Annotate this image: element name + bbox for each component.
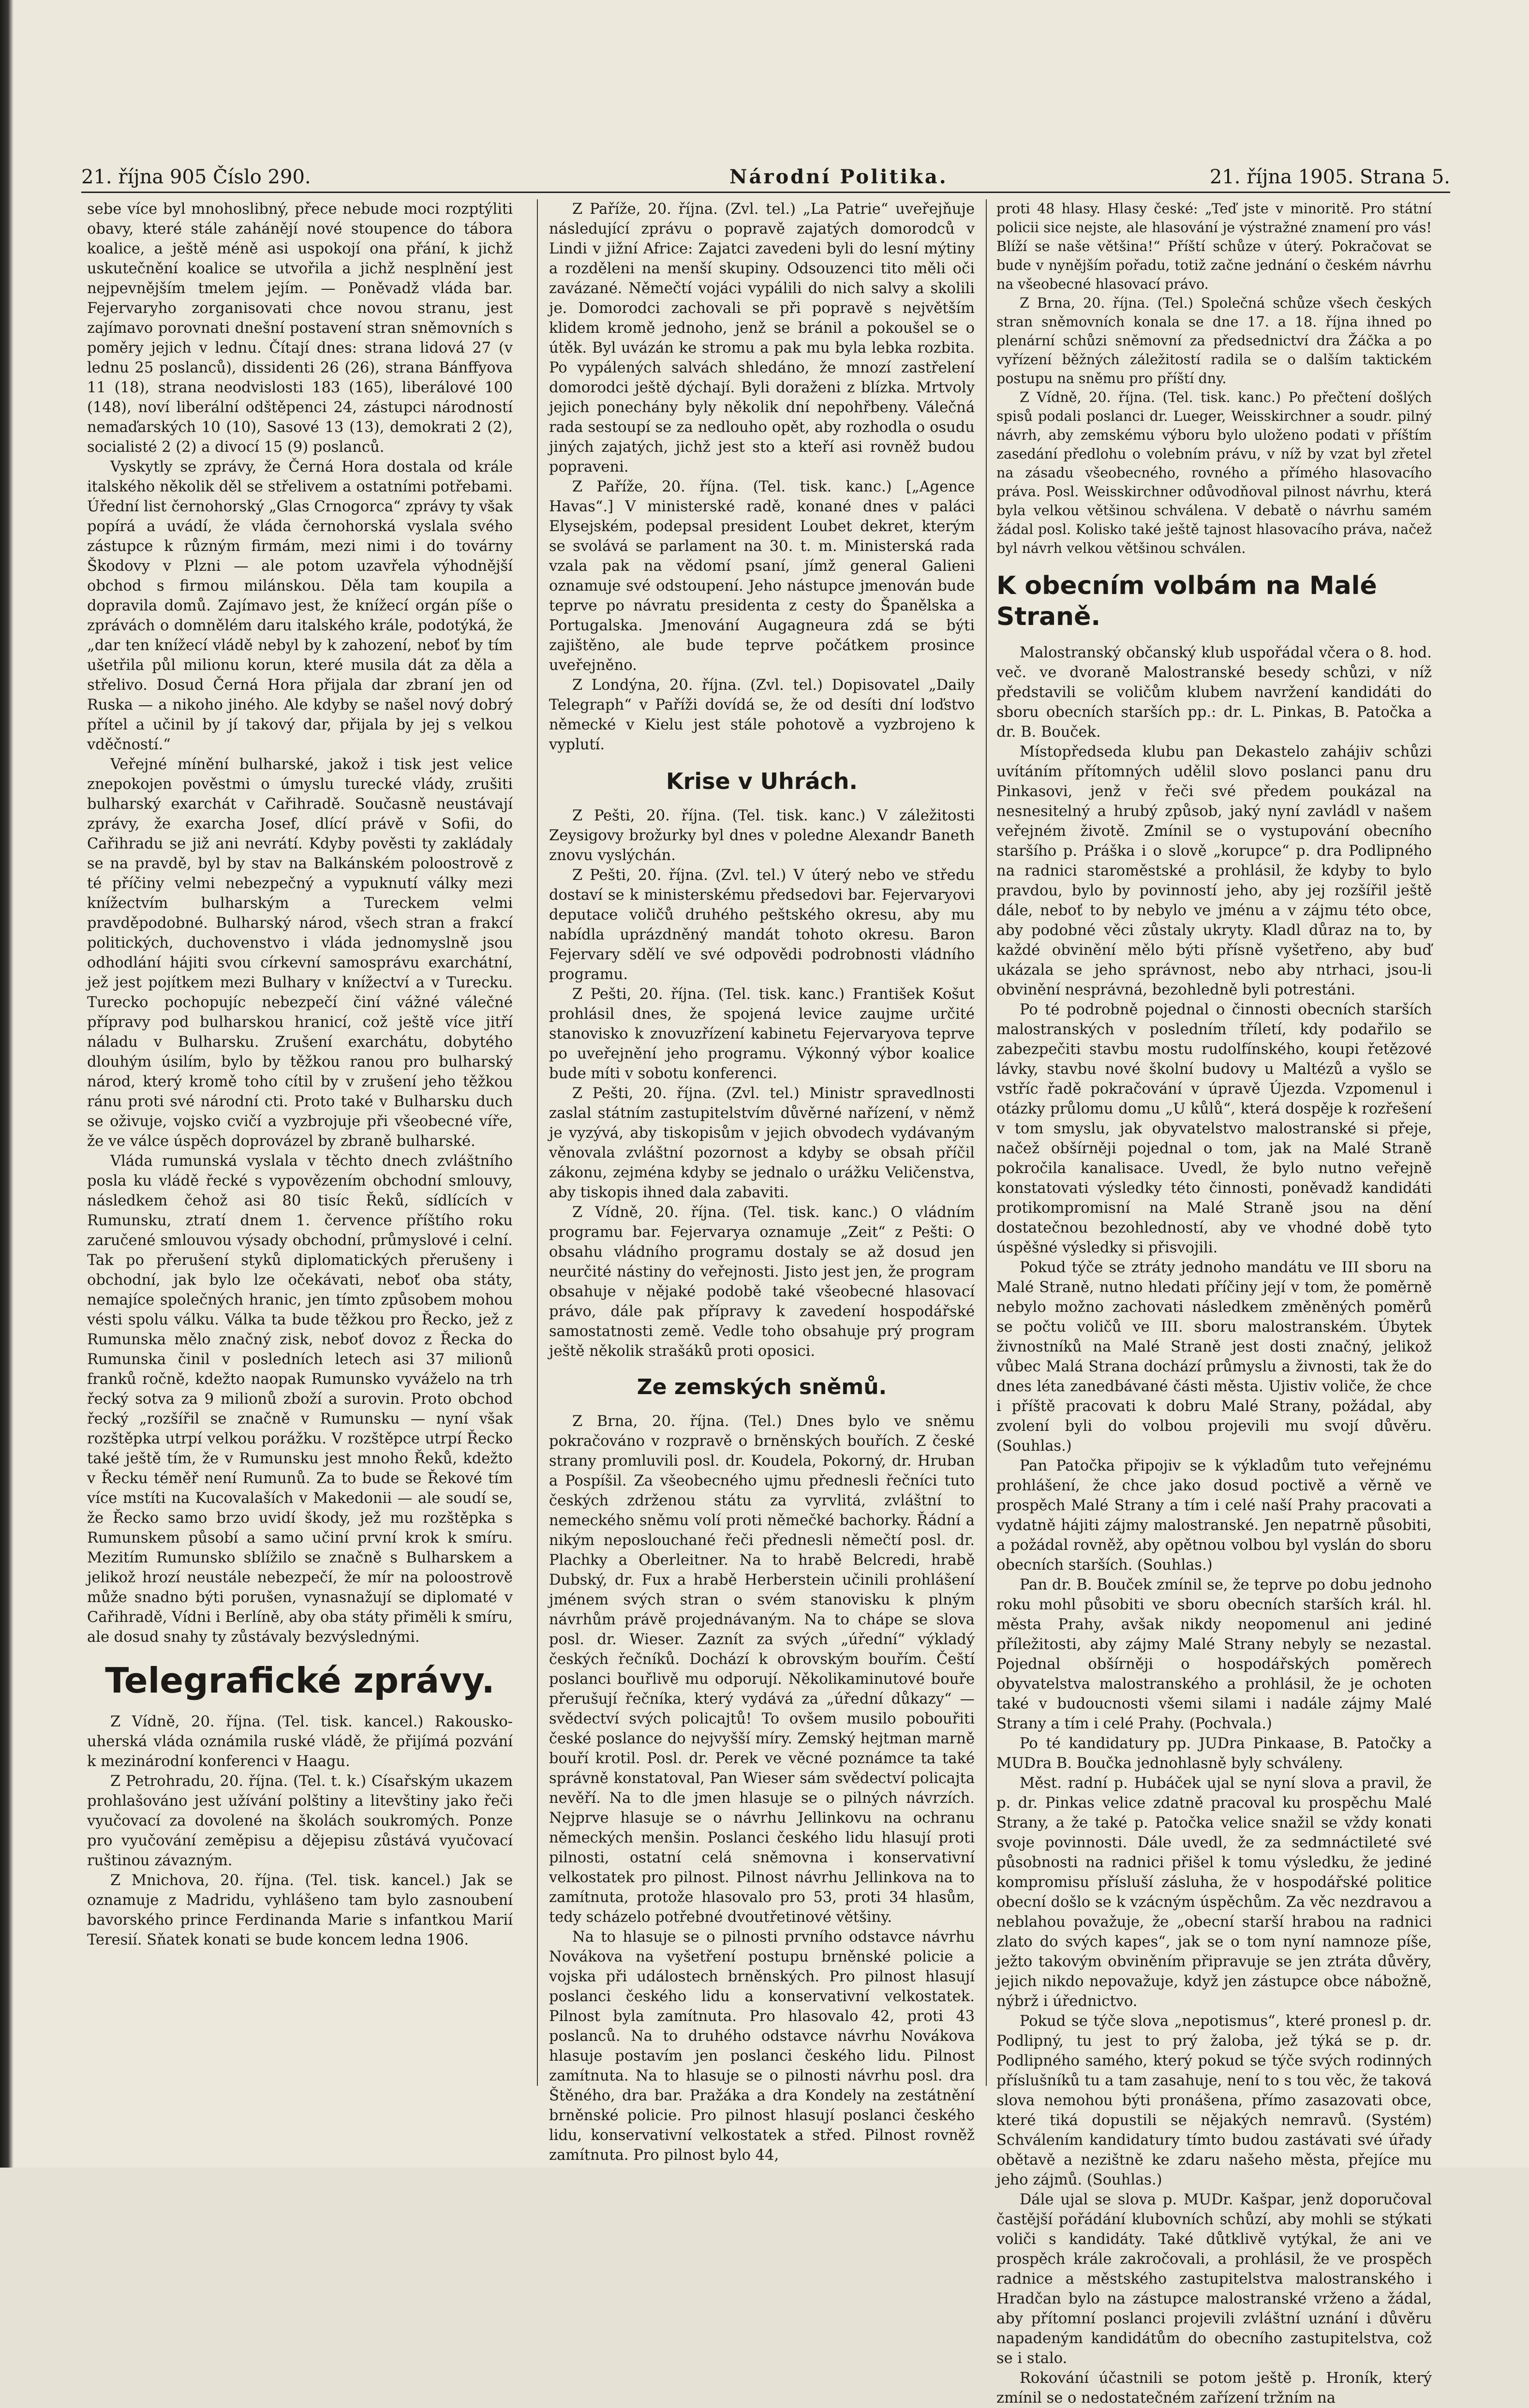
news-item: Z Londýna, 20. října. (Zvl. tel.) Dopisovatel „Daily Telegraph“ v Paříži dovídá se, že od desíti dní loďstvo německé v Kielu jest stále pohotově a vyzbrojeno k vyplutí.: [549, 677, 975, 753]
column-2: [549, 199, 975, 2164]
news-item: Z Brna, 20. října. (Tel.) Dnes bylo ve sněmu pokračováno v rozpravě o brněnských bouřích. Z české strany promluvili posl. dr. Koudela, Pokorný, dr. Hruban a Pospíšil. Za všeobecného ujmu přednesli řečníci tuto českých zdrženou státu za vyrvlitá, zvláštní to nemeckého sněmu volí proti němečké bachorky. Řádní a nikým neposlouchané řeči přednesli němečtí posl. dr. Plachky a Oberleitner. Na to hrabě Belcredi, hrabě Dubský, dr. Fux a hrabě Herberstein učinili prohlášení jménem svých stran o svém stanovisku k plným návrhům právě projednávaným. Na to chápe se slova posl. dr. Wieser. Zaznít za svých „úřední“ výkladý českých řečníků. Dochází k obrovským bouřím. Čeští poslanci bouřlivě mu odporují. Několikaminutové bouře přerušují řečníka, který vydává za „úřední důkazy“ — svědectví svých policajtů! To ovšem musilo pobouřiti české poslance do nejvyšší míry. Zemský hejtman marně bouří krotil. Posl. dr. Perek ve věcné poznámce ta také správně konstatoval, Pan Wieser sám svědectví policajta nevěří. Na to dle jmen hlasuje se o pilných návrzích. Nejprve hlasuje se o návrhu Jellinkovu na ochranu německých menšin. Poslanci českého lidu hlasují proti pilnosti, ostatní celá sněmovna i konservativní velkostatek pro pilnost. Pilnost návrhu Jellinkova na to zamítnuta, protože hlasovalo pro 53, proti 34 hlasům, tedy scházelo potřebné dvoutřetinové většiny.: [549, 1413, 975, 1926]
binding-shadow: [0, 0, 14, 2168]
article-paragraph: Měst. radní p. Hubáček ujal se nyní slova a pravil, že p. dr. Pinkas velice zdatně pracoval ku prospěchu Malé Strany, a že také p. Patočka velice snažil se vždy konati svoje povinnosti. Dále uvedl, že za sedmnáctileté své působnosti na radnici přišel k tomu výsledku, že jediné kompromisu přísluší zásluha, že v hospodářské politice obecní došlo se k vzácným úspěchům. Za věc nezdravou a neblahou považuje, že „obecní starší hrabou na radnici zlato do svých kapes“, jak se o tom nyní namnoze píše, ježto takovým obviněním připravuje se jen ztráta důvěry, jejich nikdo nepovažuje, když jen zástupce obce nábožně, nýbrž i úřednictvo.: [996, 1775, 1432, 2010]
article-paragraph: sebe více byl mnohoslibný, přece nebude moci rozptýliti obavy, které stále zahánějí nové stoupence do tábora koalice, a ještě méně asi uspokojí ona přání, k jichž uskutečnění koalice se utvořila a jichž nesplnění jest nejpevnějším tmelem jejím. — Poněvadž vláda bar. Fejervaryho zorganisovati chce novou stranu, jest zajímavo porovnati dnešní postavení stran sněmovních s poměry jejich v lednu. Čítají dnes: strana lidová 27 (v lednu 25 poslanců), dissidenti 26 (26), strana Bánffyova 11 (18), strana neodvislosti 183 (165), liberálové 100 (148), noví liberální odštěpenci 24, zástupci národností nemaďarských 10 (10), Sasové 13 (13), demokrati 2 (2), socialisté 2 (2) a divocí 15 (9) poslanců.: [87, 201, 513, 456]
news-item: Z Pešti, 20. října. (Tel. tisk. kanc.) V záležitosti Zeysigovy brožurky byl dnes v poledne Alexandr Baneth znovu vyslýchán.: [549, 807, 975, 864]
column-1: [87, 199, 513, 2096]
news-item: Z Vídně, 20. října. (Tel. tisk. kanc.) Po přečtení došlých spisů podali poslanci dr. Lueger, Weisskirchner a soudr. pilný návrh, aby zemskému výboru bylo uloženo podati v příštím zasedání předlohu o volebním právu, v níž by vzat byl zřetel na zásadu všeobecného, rovného a přímého hlasovacího práva. Posl. Weisskirchner odůvodňoval pilnost návrhu, která byla velkou většinou schválena. V debatě o návrhu samém žádal posl. Kolisko také ještě tajnost hlasovacího práva, načež byl návrh velkou většinou schválen.: [996, 389, 1432, 556]
article-paragraph: Rokování účastnili se potom ještě p. Hroník, který zmínil se o nedostatečném zařízení tržním na: [996, 2370, 1432, 2407]
article-paragraph: Malostranský občanský klub uspořádal včera o 8. hod. več. ve dvoraně Malostranské besedy schůzi, v níž představili se voličům klubem navržení kandidáti do sboru obecních starších pp.: dr. L. Pinkas, B. Patočka a dr. B. Bouček.: [996, 644, 1432, 741]
section-heading-hungary-crisis: Krise v Uhrách.: [666, 768, 858, 794]
news-item: Z Vídně, 20. října. (Tel. tisk. kancel.) Rakousko-uherská vláda oznámila ruské vládě, že přijímá pozvání k mezinárodní konferenci v Haagu.: [87, 1713, 513, 1770]
article-paragraph: Pokud týče se ztráty jednoho mandátu ve III sboru na Malé Straně, nutno hledati příčiny její v tom, že poměrně nebylo možno zachovati následkem změněných poměrů se počtu voličů ve III. sboru malostranském. Úbytek živnostníků na Malé Straně jest dosti značný, jelikož vůbec Malá Strana dochází průmyslu a živnosti, tak že do dnes léta zanedbávané části města. Ujistiv voliče, že chce i příště pracovati k dobru Malé Strany, požádal, aby zvolení byli do volbou projevili mu svojí důvěru. (Souhlas.): [996, 1259, 1432, 1455]
article-paragraph: Vyskytly se zprávy, že Černá Hora dostala od krále italského několik děl se střelivem a ostatními potřebami. Úřední list černohorský „Glas Crnogorca“ zprávy ty však popírá a uvádí, že vláda černohorská vyslala svého zástupce k různým firmám, mezi nimi i do továrny Škodovy v Plzni — ale potom uzavřela výhodnější obchod s firmou milánskou. Děla tam koupila a dopravila domů. Zajímavo jest, že knížecí orgán píše o zprávách o domnělém daru italského krále, podotýká, že „dar ten knížecí vládě nebyl by k zahození, neboť by tím ušetřila půl milionu korun, které musila dát za děla a střelivo. Dosud Černá Hora přijala dar zbraní jen od Ruska — a nikoho jiného. Ale kdyby se našel nový dobrý přítel a učinil by jí takový dar, přijala by jej s velkou vděčností.“: [87, 459, 513, 753]
news-item: Z Mnichova, 20. října. (Tel. tisk. kancel.) Jak se oznamuje z Madridu, vyhlášeno tam bylo zasnoubení bavorského prince Ferdinanda Marie s infantkou Marií Teresií. Sňatek konati se bude koncem ledna 1906.: [87, 1872, 513, 1948]
masthead-title: Národní Politika.: [729, 165, 948, 188]
article-paragraph: Po té podrobně pojednal o činnosti obecních starších malostranských v posledním tříletí, kdy podařilo se zabezpečiti stavbu mostu rudolfínského, koupi řetězové lávky, stavbu nové školní budovy u Maltézů a vyšlo se vstříc řadě pokračování v úpravě Újezda. Vzpomenul i otázky průlomu domu „U kůlů“, která dospěje k rozřešení v tom smyslu, jak obyvatelstvo malostranské si přeje, načež obšírněji pojednal o tom, jak na Malé Straně pokročila kanalisace. Uvedl, že bylo nutno veřejně konstatovati výsledky této činnosti, poněvadž kandidáti protikompromisní na Malé Straně jsou na dění dostatečnou bezohledností, aby ve vhodné době tyto úspěšné výsledky si přisvojili.: [996, 1001, 1432, 1256]
article-paragraph: Pan dr. B. Bouček zmínil se, že teprve po dobu jednoho roku mohl působiti ve sboru obecních starších král. hl. města Prahy, avšak nikdy neopomenul ani jediné příležitosti, aby zájmy Malé Strany nebyly se nezastal. Pojednal obšírněji o hospodářských poměrech obyvatelstva malostranského a prohlásil, že je ochoten také v budoucnosti všemi silami i nadále zájmy Malé Strany a tím i celé Prahy. (Pochvala.): [996, 1576, 1432, 1732]
news-item: proti 48 hlasy. Hlasy české: „Teď jste v minoritě. Pro státní policii sice nejste, ale hlasování je výstražné znamení pro vás! Blíží se naše většina!“ Příští schůze v úterý. Pokračovat se bude v nynějším pořadu, totiž začne jednání o českém návrhu na všeobecné hlasovací právo.: [996, 201, 1432, 292]
article-paragraph: Po té kandidatury pp. JUDra Pinkaase, B. Patočky a MUDra B. Boučka jednohlasně byly schváleny.: [996, 1735, 1432, 1772]
article-paragraph: Pan Patočka připojiv se k výkladům tuto veřejnému prohlášení, že chce jako dosud poctivě a věrně ve prospěch Malé Strany a tím i celé naší Prahy pracovati a vydatně hájiti zájmy malostranské. Jen nepatrně působiti, a požádal rovněž, aby opětnou volbou byl vyslán do sboru obecních starších. (Souhlas.): [996, 1457, 1432, 1574]
news-item: Z Paříže, 20. října. (Zvl. tel.) „La Patrie“ uveřejňuje následující zprávu o popravě zajatých domorodců v Lindi v jižní Africe: Zajatci zavedeni byli do lesní mýtiny a rozděleni na menší skupiny. Odsouzenci tito měli oči zavázané. Němečtí vojáci vypálili do nich salvy a skolili je. Domorodci zachovali se při popravě s největším klidem kromě jednoho, jenž se bránil a pokoušel se o útěk. Byl uvázán ke stromu a pak mu byla lebka rozbita. Po vypálených salvách shledáno, že mnozí zastřelení domorodci ještě dýchají. Byli doraženi z blízka. Mrtvoly jejich ponechány byly několik dní nepohřbeny. Válečná rada sestoupí se za nedlouho opět, aby rozhodla o osudu jiných zajatých, jichž jest sto a kteří asi rovněž budou popraveni.: [549, 201, 975, 476]
header-date-issue: 21. října 905 Číslo 290.: [81, 166, 311, 188]
news-item: Z Pešti, 20. října. (Tel. tisk. kanc.) František Košut prohlásil dnes, že spojená levice zaujme určité stanovisko k znovuzřízení kabinetu Fejervaryova teprve po uveřejnění jeho programu. Výkonný výbor koalice bude míti v sobotu konferenci.: [549, 986, 975, 1082]
news-item: Na to hlasuje se o pilnosti prvního odstavce návrhu Novákova na vyšetření postupu brněnské policie a vojska při událostech brněnských. Pro pilnost hlasují poslanci českého lidu a konservativní velkostatek. Pilnost byla zamítnuta. Pro hlasovalo 42, proti 43 poslanců. Na to druhého odstavce návrhu Novákova hlasuje postavím jen poslanci českého lidu. Pilnost zamítnuta. Na to hlasuje se o pilnosti návrhu posl. dra Štěného, dra bar. Pražáka a dra Kondely na zestátnění brněnské policie. Pro pilnost hlasují poslanci českého lidu, konservativní velkostatek a střed. Pilnost rovněž zamítnuta. Pro pilnost bylo 44,: [549, 1929, 975, 2164]
news-item: Z Petrohradu, 20. října. (Tel. t. k.) Císařským ukazem prohlašováno jest užívání polštiny a litevštiny jako řeči vyučovací za dovolené na školách soukromých. Ponze pro vyučování zeměpisu a dějepisu zůstává vyučovací ruštinou závazným.: [87, 1773, 513, 1869]
column-divider: [537, 199, 538, 2086]
news-item: Z Paříže, 20. října. (Tel. tisk. kanc.) [„Agence Havas“.] V ministerské radě, konané dnes v paláci Elysejském, podepsal president Loubet dekret, kterým se svolává se parlament na 30. t. m. Ministerská rada vzala pak na vědomí psaní, jímž general Galieni oznamuje své odstoupení. Jeho nástupce jmenován bude teprve po návratu presidenta z cesty do Španělska a Portugalska. Jmenování Augagneura zdá se býti zajištěno, ale bude teprve počátkem prosince uveřejněno.: [549, 478, 975, 674]
article-paragraph: Veřejné mínění bulharské, jakož i tisk jest velice znepokojen pověstmi o úmyslu turecké vlády, zrušiti bulharský exarchát v Cařihradě. Současně neustávají zprávy, že exarcha Josef, dlící právě v Sofii, do Cařihradu se již ani nevrátí. Kdyby pověsti ty zakládaly se na pravdě, byl by stav na Balkánském poloostrově z té příčiny velmi nebezpečný a vypuknutí války mezi knížectvím bulharským a Tureckem velmi pravděpodobné. Bulharský národ, všech stran a frakcí politických, duchovenstvo i vláda jednomyslně jsou odhodlání hájiti svou církevní samosprávu exarchátní, jež jest pojítkem mezi Bulhary v knížectví a v Turecku. Turecko pochopujíc nebezpečí činí vážné válečné přípravy pod bulharskou hranicí, což ještě více jitří náladu v Bulharsku. Zrušení exarchátu, dobytého dlouhým úsilím, bylo by těžkou ranou pro bulharský národ, který kromě toho cítil by v zrušení jeho těžkou ránu proti své národní cti. Proto také v Bulharsku duch se oživuje, vojsko cvičí a vyzbrojuje při všeobecné víře, že ve válce úspěch doprovázel by zbraně bulharské.: [87, 756, 513, 1150]
column-divider: [986, 199, 987, 2086]
news-item: Z Pešti, 20. října. (Zvl. tel.) Ministr spravedlnosti zaslal státním zastupitelstvím důvěrné nařízení, v němž je vyzývá, aby tiskopisům v jejich obvodech vydávaným věnovala zvláštní pozornost a kdyby se obsah příčil zákonu, zejména kdyby se jednalo o urážku Veličenstva, aby tiskopis ihned dala zabaviti.: [549, 1085, 975, 1201]
article-paragraph: Místopředseda klubu pan Dekastelo zahájiv schůzi uvítáním přítomných udělil slovo poslanci panu dru Pinkasovi, jenž v řeči své předem poukázal na nesnesitelný a hrubý způsob, jaký nyní zavládl v našem veřejném životě. Zmínil se o vystupování obecního staršího p. Práška i o slově „korupce“ p. dra Podlipného na radnici staroměstské a prohlásil, že kdyby to bylo pravdou, bylo by povinností jeho, aby jej rozšířil ještě dále, neboť to by nebylo ve jménu a v zájmu této obce, aby podobné věci zůstaly ukryty. Kladl důraz na to, by každé obvinění mělo býti přísně vyšetřeno, aby buď ukázala se jeho správnost, nebo aby ntrhaci, jsou-li obvinění nesprávná, bezohledně byli potrestáni.: [996, 743, 1432, 998]
page-header: [81, 163, 1450, 193]
section-heading-mala-strana-elections: K obecním volbám na Malé Straně.: [996, 571, 1377, 631]
news-item: Z Vídně, 20. října. (Tel. tisk. kanc.) O vládním programu bar. Fejervarya oznamuje „Zeit“ z Pešti: O obsahu vládního programu dostaly se až dosud jen neurčité nástiny do veřejnosti. Jisto jest jen, že program obsahuje v nějaké podobě také všeobecné hlasovací právo, dále pak přípravy k zavedení hospodářské samostatnosti země. Vedle toho obsahuje prý program ještě několik strašáků proti oposici.: [549, 1204, 975, 1360]
article-paragraph: Pokud se týče slova „nepotismus“, které pronesl p. dr. Podlipný, tu jest to prý žaloba, jež týká se p. dr. Podlipného samého, který pokud se týče svých rodinných příslušníků tu a tam zasahuje, není to s tou věc, že taková slova nemohou býti pronášena, přímo zasazovati obce, které tiká dopustili se nějakých nemravů. (Systém) Schválením kandidatury tímto budou zastávati své úřady obětavě a nezištně ke zdaru našeho města, přejíce mu jeho zájmů. (Souhlas.): [996, 2013, 1432, 2188]
header-date-page: 21. října 1905. Strana 5.: [1209, 166, 1450, 188]
news-item: Z Pešti, 20. října. (Zvl. tel.) V úterý nebo ve středu dostaví se k ministerskému předsedovi bar. Fejervaryovi deputace voličů druhého peštského okresu, aby mu nabídla uprázdněný mandát tohoto okresu. Baron Fejervary sdělí ve své odpovědi podrobnosti vládního programu.: [549, 867, 975, 983]
column-3: [996, 199, 1432, 2407]
article-paragraph: Vláda rumunská vyslala v těchto dnech zvláštního posla ku vládě řecké s vypovězením obchodní smlouvy, následkem čehož asi 80 tisíc Řeků, sídlících v Rumunsku, ztratí dnem 1. července příštího roku zaručené smlouvou výsady obchodní, průmyslové i celní. Tak po přerušení styků diplomatických přerušeny i obchodní, jak bylo lze očekávati, neboť oba státy, nemajíce společných hranic, jen tímto způsobem mohou vésti spolu válku. Válka ta bude těžkou pro Řecko, jež z Rumunska mělo značný zisk, neboť dovoz z Řecka do Rumunska činil v posledních letech asi 37 milionů franků ročně, kdežto naopak Rumunsko vyváželo na trh řecký sotva za 9 milionů zboží a surovin. Proto obchod řecký „rozšířil se značně v Rumunsku — nyní však rozštěpka utrpí velkou porážku. V rozštěpce utrpí Řecko také ještě tím, že v Rumunsku jest mnoho Řeků, kdežto v Řecku téměř není Rumunů. Za to bude se Řekové tím více mstíti na Kucovalaších v Makedonii — ale soudí se, že Řecko samo brzo uvidí škody, jež mu rozštěpka s Rumunskem působí a samo učiní první krok k smíru. Mezitím Rumunsko sblížilo se značně s Bulharskem a jelikož hrozí neustále nebezpečí, že mír na poloostrově může snadno býti porušen, vynasnažují se diplomaté v Cařihradě, Vídni i Berlíně, aby oba státy přiměli k smíru, ale dosud snahy ty zůstávaly bezvýslednými.: [87, 1153, 513, 1646]
section-heading-telegraphic-news: Telegrafické zprávy.: [105, 1660, 495, 1701]
article-paragraph: Dále ujal se slova p. MUDr. Kašpar, jenž doporučoval častější pořádání klubovních schůzí, aby mohli se stýkati voliči s kandidáty. Také důtklivě vytýkal, že ani ve prospěch krále zakročovali, a prohlásil, že ve prospěch radnice a městského zastupitelstva malostranského i Hradčan bylo na zástupce malostranské vrženo a žádal, aby přítomní poslanci projevili zvláštní uznání i důvěru napadeným kandidátům do obecního zastupitelstva, což se i stalo.: [996, 2191, 1432, 2367]
section-heading-provincial-diets: Ze zemských sněmů.: [637, 1375, 887, 1399]
news-item: Z Brna, 20. října. (Tel.) Společná schůze všech českých stran sněmovních konala se dne 17. a 18. října ihned po plenární schůzi sněmovní za předsednictví dra Žáčka a po vyřízení běžných záležitostí radila se o dalším taktickém postupu na sněmu pro příští dny.: [996, 295, 1432, 386]
